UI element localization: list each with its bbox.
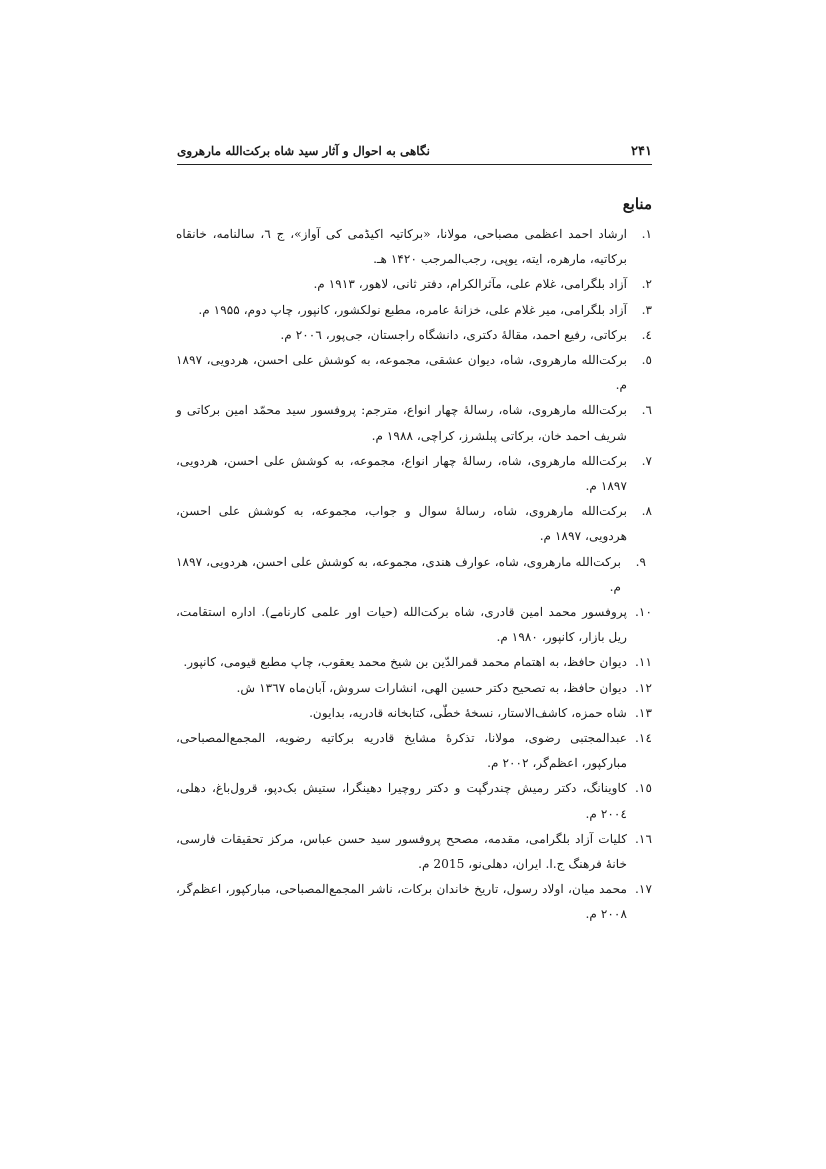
reference-item [176,726,652,776]
reference-text: ارشاد احمد اعظمی مصباحی، مولانا، «برکاتیہ اکیڈمی کی آواز»، ج ٦، سالنامه، خانقاه برکاتیه، مارهره، ایته، یوپی، رجب‌المرجب ۱۴۲۰ هـ. [176,227,627,267]
section-title: منابع [622,195,652,213]
reference-text: آزاد بلگرامی، غلام علی، مآثرالکرام، دفتر ثانی، لاهور، ۱۹۱۳ م. [313,277,627,292]
reference-item [176,600,652,650]
reference-text: پروفسور محمد امین قادری، شاه برکت‌الله (حیات اور علمی کارنامے). اداره استقامت، ریل بازار، کانپور، ۱۹۸۰ م. [176,605,627,645]
reference-item [176,222,652,272]
reference-item [176,398,652,448]
reference-number: ۱۷. [635,882,652,897]
reference-text: برکت‌الله مارهروی، شاه، دیوان عشقی، مجموعه، به کوشش علی احسن، هردویی، ۱۸۹۷ م. [176,353,627,393]
reference-number: ۷. [641,453,652,468]
reference-item [176,272,652,297]
reference-number: ٥. [641,353,652,368]
reference-item [176,650,652,675]
running-header [177,142,652,165]
reference-number: ۳. [641,302,652,317]
reference-text: شاه حمزه، کاشف‌الاستار، نسخهٔ خطّی، کتابخانه قادریه، بدایون. [309,705,627,720]
reference-item [176,550,652,600]
reference-text: برکاتی، رفیع احمد، مقالهٔ دکتری، دانشگاه راجستان، جی‌پور، ۲۰۰٦ م. [280,327,627,342]
reference-number: ٦. [641,403,652,418]
reference-item [176,776,652,826]
reference-text: برکت‌الله مارهروی، شاه، عوارف هندی، مجموعه، به کوشش علی احسن، هردویی، ۱۸۹۷ م. [176,554,621,594]
page-number: ۲۴۱ [631,144,652,159]
reference-item [176,877,652,927]
reference-number: ۸. [641,504,652,519]
reference-text: آزاد بلگرامی، میر غلام علی، خزانهٔ عامره، مطبع نولکشور، کانپور، چاپ دوم، ۱۹۵۵ م. [198,302,627,317]
reference-item [176,827,652,877]
reference-number: ۱۲. [635,680,652,695]
reference-item [176,348,652,398]
reference-number: ۲. [641,277,652,292]
reference-number: ۱۱. [635,655,652,670]
reference-number: ۱. [641,227,652,241]
reference-number: ٤. [641,327,652,342]
reference-item [176,701,652,726]
reference-item [176,298,652,323]
reference-text: محمد میان، اولاد رسول، تاریخ خاندان برکات، ناشر المجمع‌المصباحی، مبارکپور، اعظم‌گر، ۲۰۰۸ م. [176,882,627,922]
reference-item [176,323,652,348]
reference-number: ۱۰. [635,605,652,620]
reference-text: برکت‌الله مارهروی، شاه، رسالهٔ چهار انواع، مجموعه، به کوشش علی احسن، هردویی، ۱۸۹۷ م. [176,453,627,494]
reference-text: دیوان حافظ، به تصحیح دکتر حسین الهی، انشارات سروش، آبان‌ماه ۱۳٦۷ ش. [236,680,627,695]
reference-number: ۱۳. [635,705,652,720]
reference-item [176,499,652,549]
reference-text: کلیات آزاد بلگرامی، مقدمه، مصحح پروفسور سید حسن عباس، مرکز تحقیقات فارسی، خانهٔ فرهنگ ج.ا. ایران، دهلی‌نو، 2015 م. [176,831,627,872]
reference-text: دیوان حافظ، به اهتمام محمد قمرالدّین بن شیخ محمد یعقوب، چاپ مطبع قیومی، کانپور. [183,655,627,670]
reference-number: ۱٤. [635,731,652,746]
reference-item [176,676,652,701]
reference-number: ۱٦. [635,831,652,846]
reference-number: ۹. [635,554,646,569]
reference-text: برکت‌الله مارهروی، شاه، رسالهٔ سوال و جواب، مجموعه، به کوشش علی احسن، هردویی، ۱۸۹۷ م. [176,504,627,544]
reference-item [176,449,652,499]
reference-text: کاوینانگ، دکتر رمیش چندرگپت و دکتر روچیرا دهینگرا، ستیش بک‌دپو، قرول‌باغ، دهلی، ۲۰۰٤ م. [176,781,627,821]
reference-number: ۱٥. [635,781,652,796]
reference-text: برکت‌الله مارهروی، شاه، رسالهٔ چهار انواع، مترجم: پروفسور سید محمّد امین برکاتی و شریف احمد خان، برکاتی پبلشرز، کراچی، ۱۹۸۸ م. [176,403,627,443]
reference-text: عبدالمجتبی رضوی، مولانا، تذکرهٔ مشایخ قادریه برکاتیه رضویه، المجمع‌المصباحی، مبارکپور، اعظم‌گر، ۲۰۰۲ م. [176,731,627,771]
reference-list [176,222,652,928]
running-title: نگاهی به احوال و آثار سید شاه برکت‌الله مارهروی [177,144,430,158]
